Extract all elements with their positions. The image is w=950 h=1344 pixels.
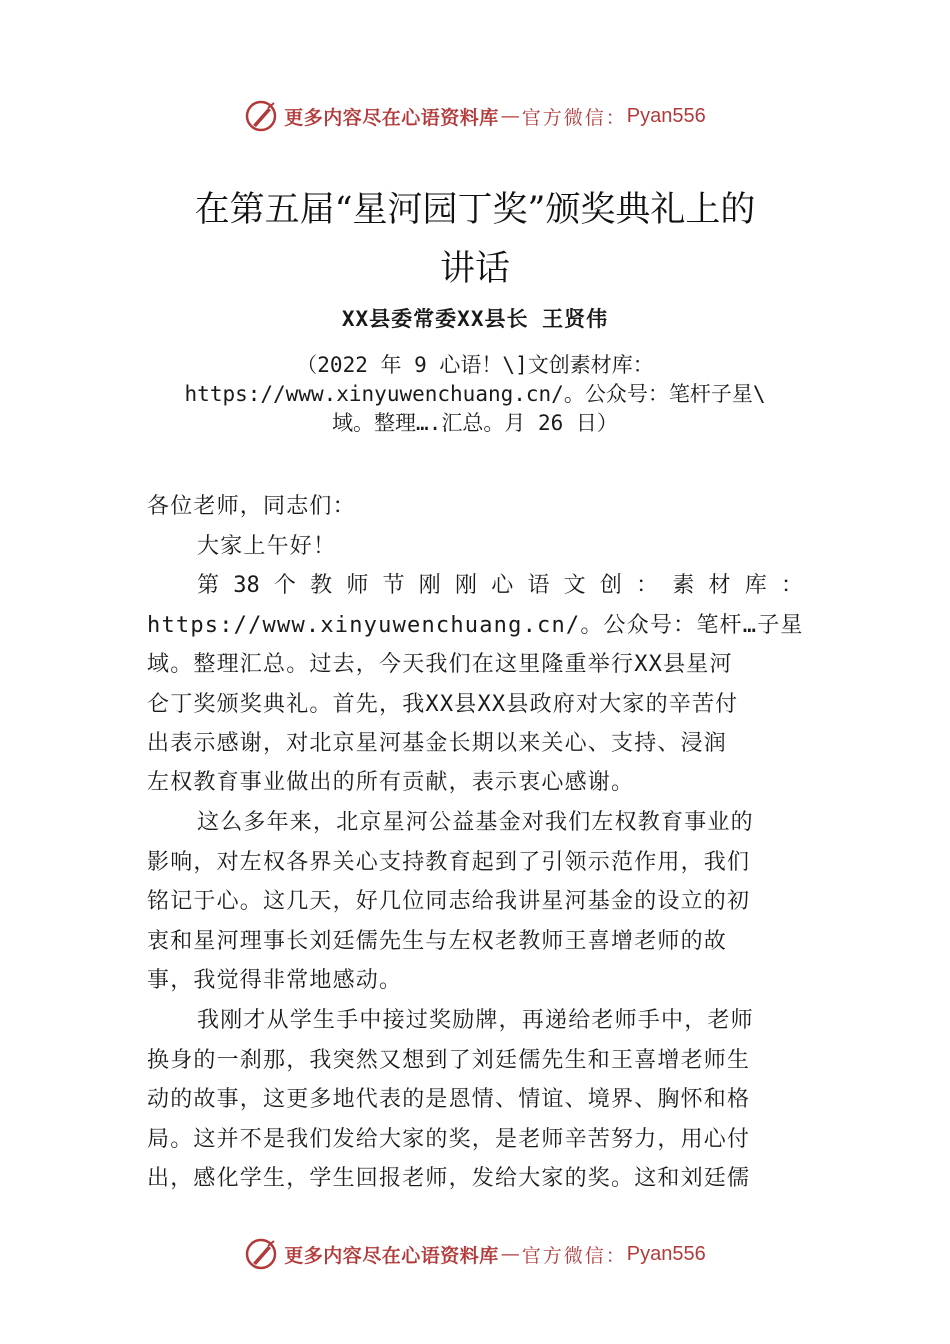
body-token: ：	[780, 573, 803, 598]
body-line: 铭记于心。这几天，好几位同志给我讲星河基金的设立的初	[147, 889, 751, 914]
body-line: 动的故事，这更多地代表的是恩情、情谊、境界、胸怀和格	[147, 1087, 751, 1112]
body-line: 仑丁奖颁奖典礼。首先，我XX县XX县政府对大家的辛苦付	[147, 692, 739, 717]
body-token: 个	[273, 573, 296, 598]
body-token: 38	[233, 573, 260, 598]
date-note-line-1: （2022 年 9 心语！\]文创素材库：	[296, 353, 654, 377]
body-line: 换身的一刹那，我突然又想到了刘廷儒先生和王喜增老师生	[147, 1048, 751, 1073]
author-line: XX县委常委XX县长 王贤伟	[341, 307, 609, 331]
body-line: 出表示感谢，对北京星河基金长期以来关心、支持、浸润	[147, 731, 728, 756]
body-line: 局。这并不是我们发给大家的奖，是老师辛苦努力，用心付	[147, 1127, 751, 1152]
body-token: 素	[672, 573, 695, 598]
banner-text: 更多内容尽在心语资料库	[284, 106, 499, 129]
quill-logo-icon	[244, 99, 278, 133]
body-token: 第	[197, 573, 220, 598]
banner-label: 官方微信：	[521, 106, 627, 129]
body-line: https://www.xinyuwenchuang.cn/。公众号：笔杆…子星	[147, 613, 804, 638]
body-line	[147, 569, 803, 603]
body-token: 文	[563, 573, 586, 598]
banner-dash: —	[500, 1243, 520, 1265]
body-line: 左权教育事业做出的所有贡献，表示衷心感谢。	[147, 770, 635, 795]
banner-label: 官方微信：	[521, 1244, 627, 1267]
footer-banner	[0, 1234, 950, 1274]
body-token: 库	[744, 573, 767, 598]
body-token: 心	[491, 573, 514, 598]
body-token: 教	[310, 573, 333, 598]
date-note-line-3: 域。整理….汇总。月 26 日）	[332, 411, 618, 435]
body-token: ：	[636, 573, 659, 598]
body-token: 刚	[455, 573, 478, 598]
document-title-line-1: 在第五届“星河园丁奖”颁奖典礼上的	[194, 190, 756, 230]
body-line: 影响，对左权各界关心支持教育起到了引领示范作用，我们	[147, 850, 751, 875]
body-token: 材	[708, 573, 731, 598]
body-token: 师	[346, 573, 369, 598]
body-line: 这么多年来，北京星河公益基金对我们左权教育事业的	[197, 810, 754, 835]
body-line: 出，感化学生，学生回报老师，发给大家的奖。这和刘廷儒	[147, 1166, 751, 1191]
banner-wechat-id: Pyan556	[626, 104, 706, 127]
quill-logo-icon	[244, 1237, 278, 1271]
body-token: 节	[382, 573, 405, 598]
body-token: 刚	[418, 573, 441, 598]
body-token: 语	[527, 573, 550, 598]
header-banner	[0, 96, 950, 136]
body-token: 创	[599, 573, 622, 598]
body-line: 域。整理汇总。过去，今天我们在这里隆重举行XX县星河	[147, 652, 733, 677]
body-line: 事，我觉得非常地感动。	[147, 968, 403, 993]
body-line: 衷和星河理事长刘廷儒先生与左权老教师王喜增老师的故	[147, 929, 728, 954]
document-title-line-2: 讲话	[439, 249, 510, 289]
date-note-line-2: https://www.xinyuwenchuang.cn/。公众号：笔杆子星\	[184, 382, 766, 406]
body-line: 我刚才从学生手中接过奖励牌，再递给老师手中，老师	[197, 1008, 754, 1033]
greeting: 大家上午好！	[197, 534, 337, 559]
banner-wechat-id: Pyan556	[626, 1242, 706, 1265]
banner-dash: —	[500, 105, 520, 127]
salutation: 各位老师，同志们：	[147, 494, 356, 519]
banner-text: 更多内容尽在心语资料库	[284, 1244, 499, 1267]
